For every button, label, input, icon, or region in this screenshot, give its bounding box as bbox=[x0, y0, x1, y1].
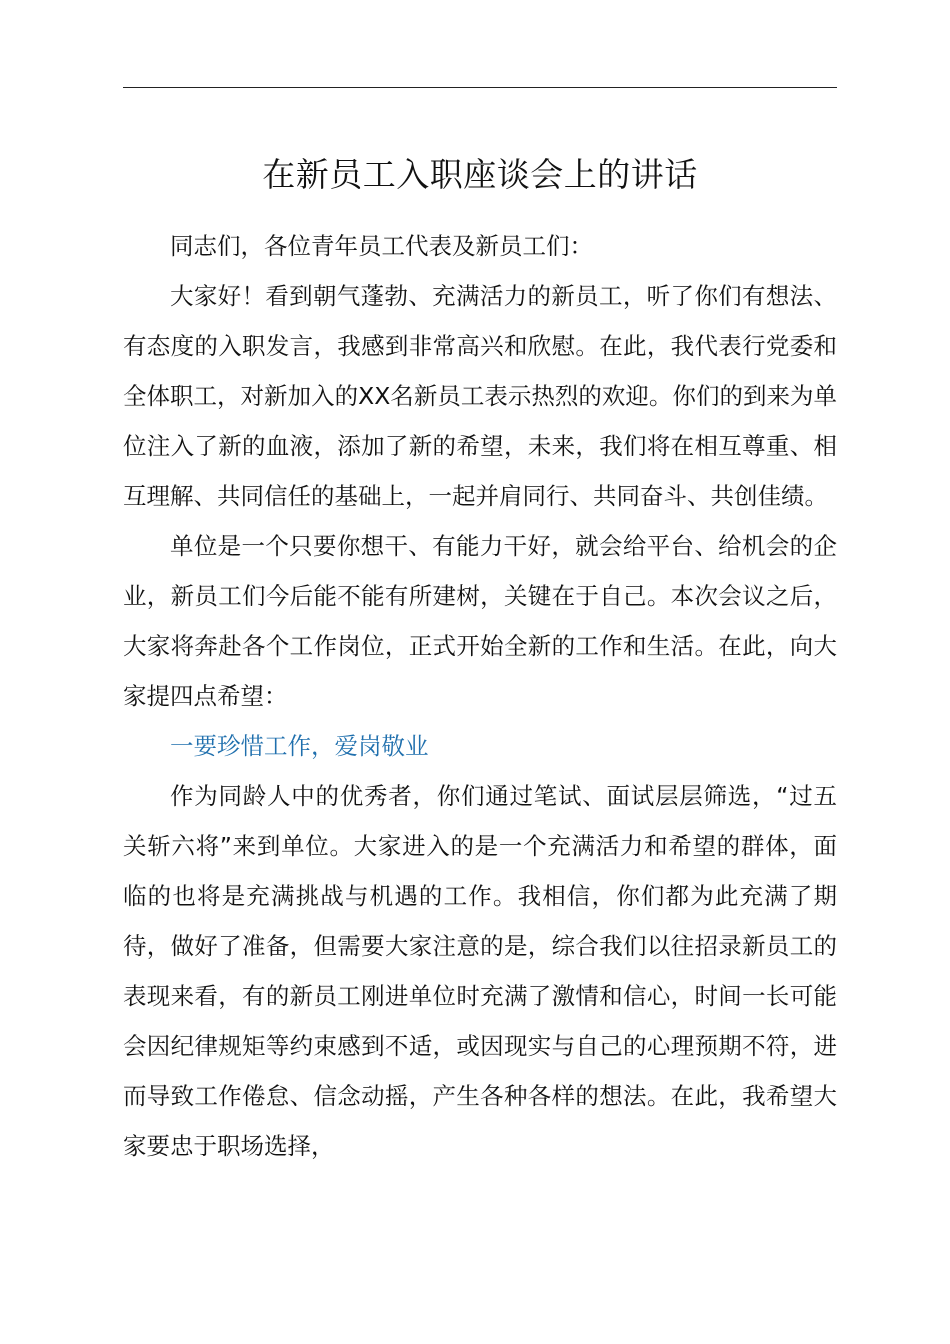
header-rule bbox=[123, 87, 837, 88]
salutation-paragraph: 同志们，各位青年员工代表及新员工们： bbox=[170, 232, 593, 260]
document-page bbox=[123, 145, 837, 1171]
expectations-paragraph: 单位是一个只要你想干、有能力干好，就会给平台、给机会的企业，新员工们今后能不能有所建树，关键在于自己。本次会议之后，大家将奔赴各个工作岗位，正式开始全新的工作和生活。在此，向大家提四点希望： bbox=[123, 532, 837, 710]
section-body-paragraph: 作为同龄人中的优秀者，你们通过笔试、面试层层筛选，“过五关斩六将”来到单位。大家进入的是一个充满活力和希望的群体，面临的也将是充满挑战与机遇的工作。我相信，你们都为此充满了期待，做好了准备，但需要大家注意的是，综合我们以往招录新员工的表现来看，有的新员工刚进单位时充满了激情和信心，时间一长可能会因纪律规矩等约束感到不适，或因现实与自己的心理预期不符，进而导致工作倦怠、信念动摇，产生各种各样的想法。在此，我希望大家要忠于职场选择， bbox=[123, 782, 837, 1160]
section-heading: 一要珍惜工作，爱岗敬业 bbox=[170, 732, 429, 760]
welcome-paragraph: 大家好！看到朝气蓬勃、充满活力的新员工，听了你们有想法、有态度的入职发言，我感到非常高兴和欣慰。在此，我代表行党委和全体职工，对新加入的XX名新员工表示热烈的欢迎。你们的到来为单位注入了新的血液，添加了新的希望，未来，我们将在相互尊重、相互理解、共同信任的基础上，一起并肩同行、共同奋斗、共创佳绩。 bbox=[123, 282, 837, 510]
document-title: 在新员工入职座谈会上的讲话 bbox=[262, 155, 698, 194]
document-body bbox=[123, 221, 837, 1171]
